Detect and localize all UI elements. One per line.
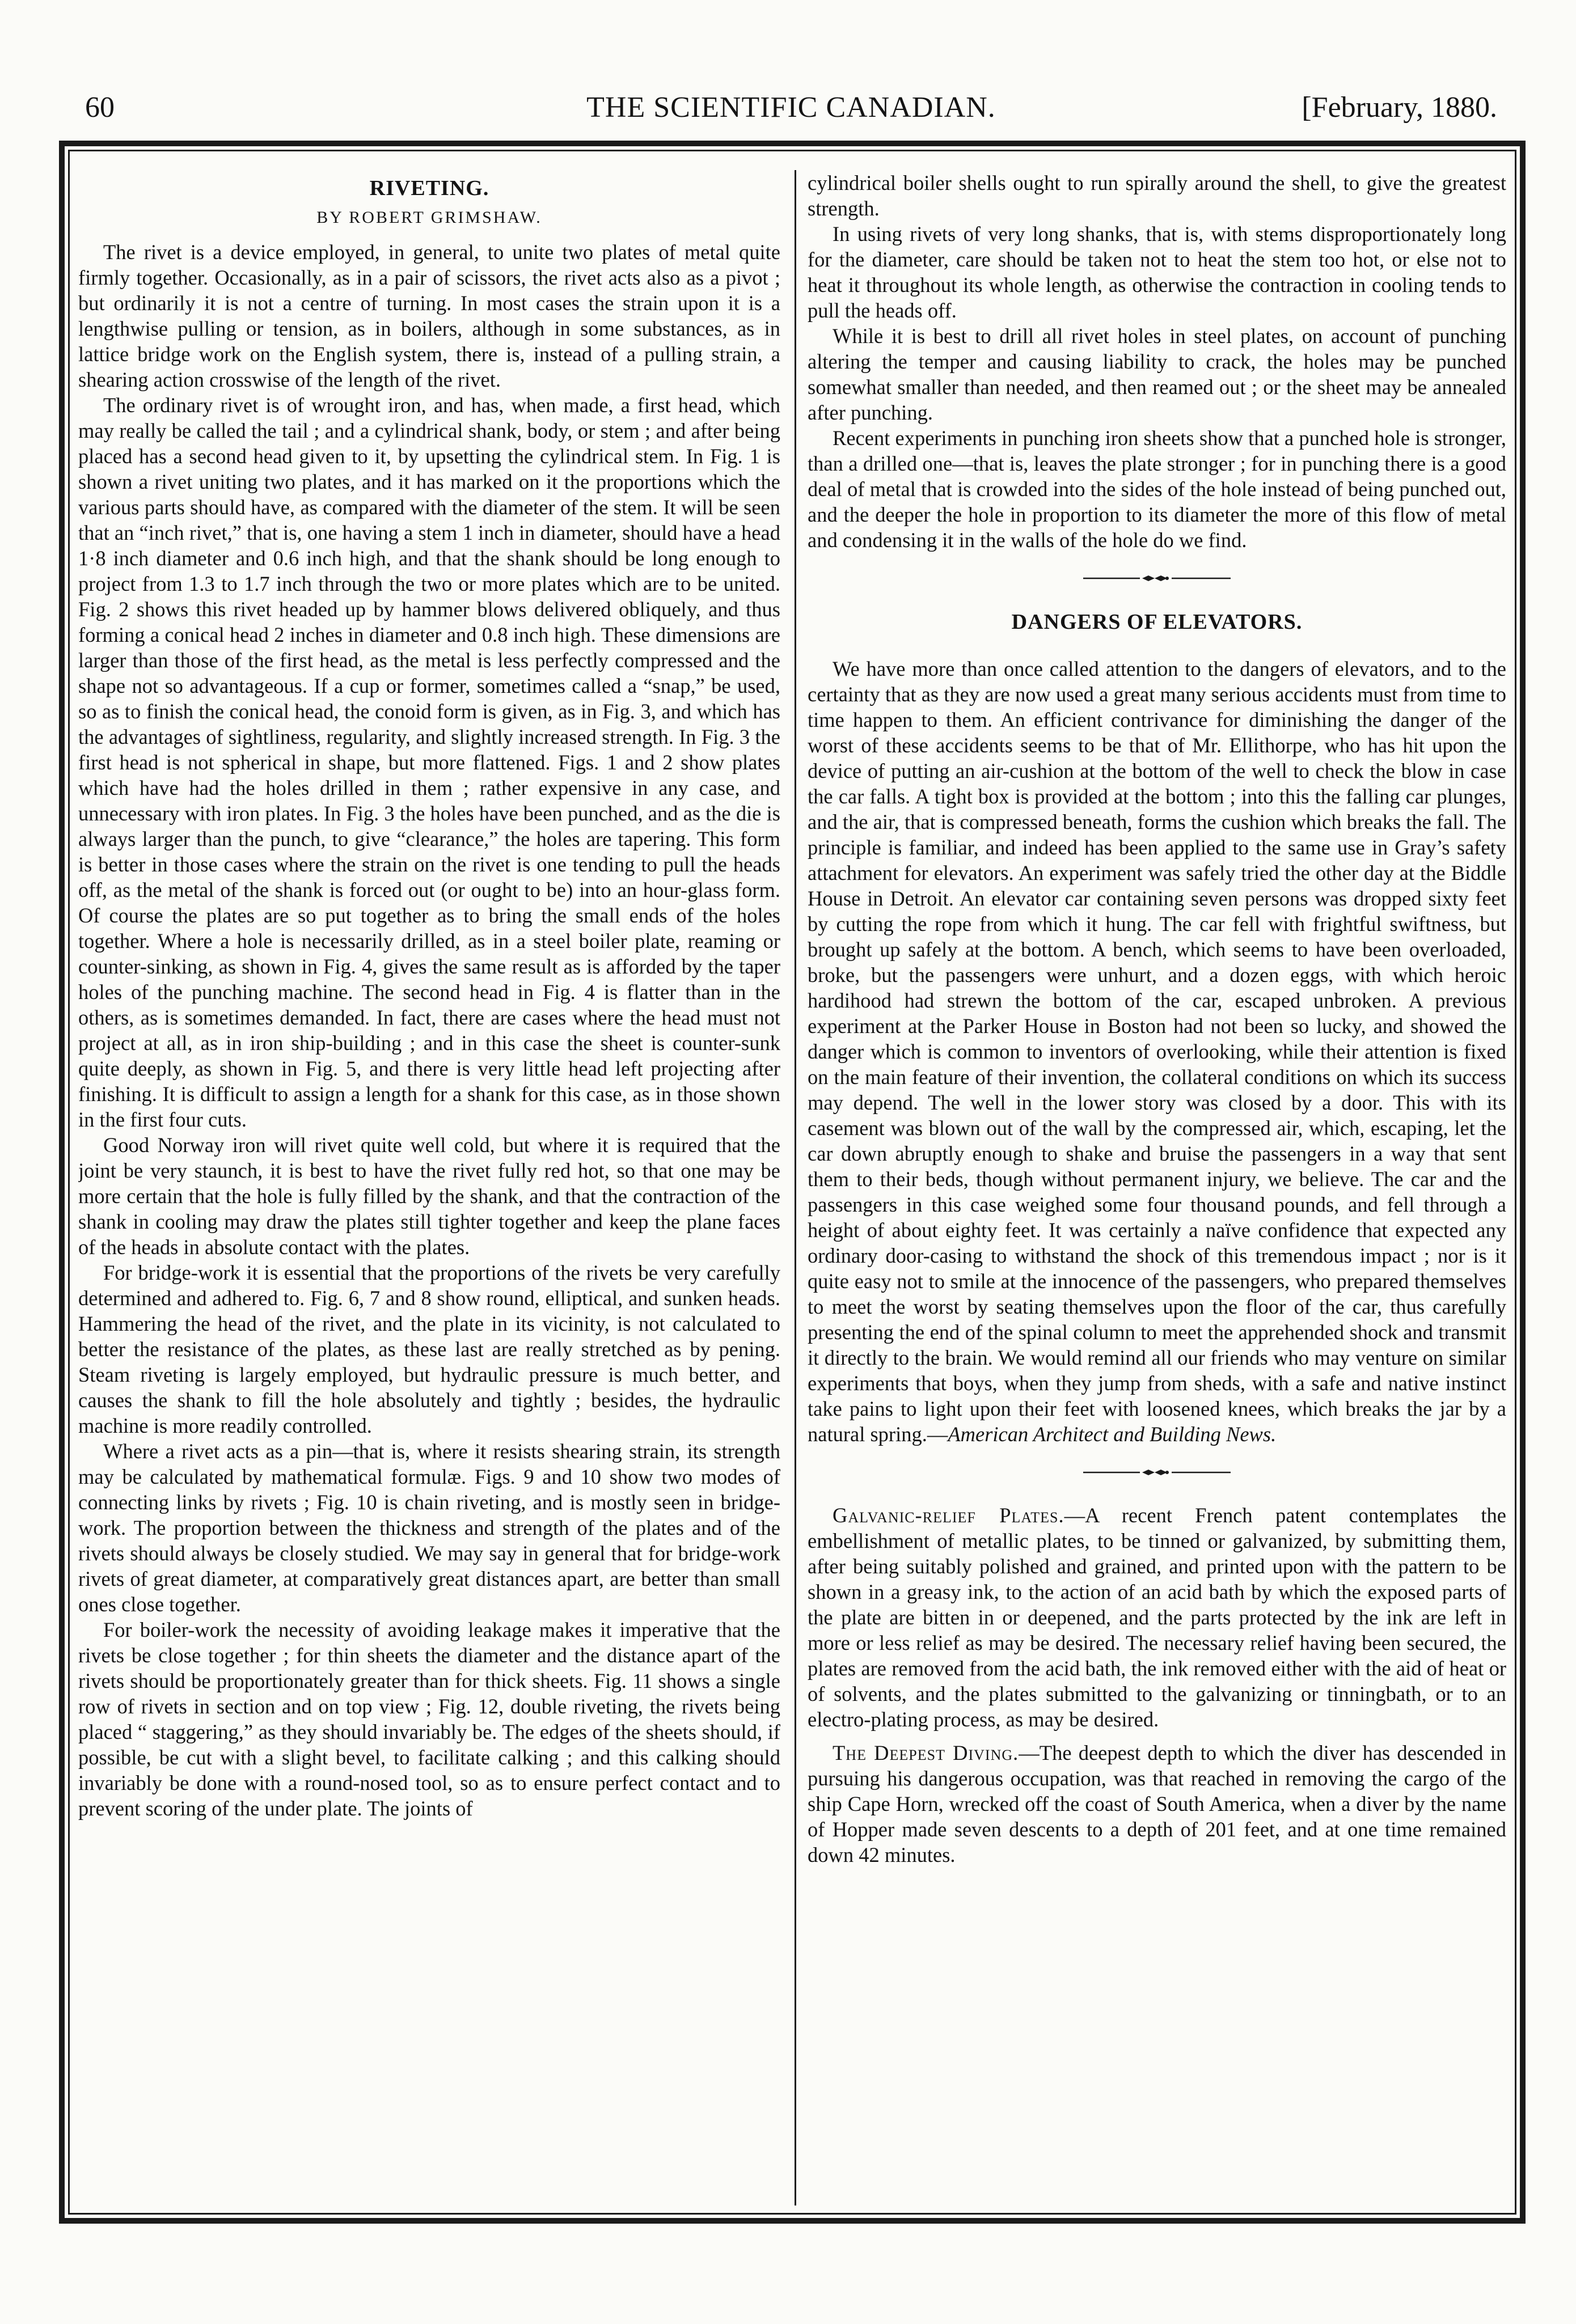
column-divider <box>795 170 796 2206</box>
section-ornament <box>808 1466 1506 1480</box>
elevators-body: We have more than once called attention to the dangers of elevators, and to the certainty that as they are now used a great many serious accidents must from time to time happen to them. An efficient contrivance for diminishing the danger of the worst of these accidents seems to be that of Mr. Ellithorpe, who has hit upon the device of putting an air-cushion at the bottom of the well to check the blow in case the car falls. A tight box is provided at the bottom ; into this the falling car plunges, and the air, that is compressed beneath, forms the cushion which breaks the fall. The principle is familiar, and indeed has been applied to the same use in Gray’s safety attachment for elevators. An experiment was safely tried the other day at the Biddle House in Detroit. An elevator car containing seven persons was dropped sixty feet by cutting the rope from which it hung. The car fell with frightful swiftness, but brought up safely at the bottom. A bench, which seems to have been overloaded, broke, but the passengers were unhurt, and a dozen eggs, with which heroic hardihood had strewn the bottom of the car, escaped unbroken. A previous experiment at the Parker House in Boston had not been so lucky, and showed the danger which is common to inventors of overlooking, while their attention is fixed on the main feature of their invention, the collateral conditions on which its success may depend. The well in the lower story was closed by a door. This with its casement was blown out of the wall by the compressed air, which, escaping, let the car down abruptly enough to shake and bruise the passengers in a way that sent them to their beds, though without permanent injury, we believe. The car and the passengers in this case weighed some four thousand pounds, and fell through a height of about eighty feet. It was certainly a naïve confidence that expected any ordinary door-casing to withstand the shock of this tremendous impact ; nor is it quite easy not to smile at the innocence of the passengers, who prepared themselves to meet the worst by seating themselves upon the floor of the car, thus carefully presenting the end of the spinal column to meet the apprehended shock and transmit it directly to the brain. We would remind all our friends who may venture on similar experiments that boys, when they jump from sheds, with a safe and native instinct take pains to light upon their feet with loosened knees, which breaks the jar by a natural spring.— <box>808 657 1506 1446</box>
diving-paragraph <box>808 1740 1506 1868</box>
galvanic-body: —A recent French patent contemplates the embellishment of metallic plates, to be tinned or galvanized, by submitting them, after being suitably polished and grained, and printed upon with the pattern to be shown in a greasy ink, to the action of an acid bath by which the exposed parts of the plate are bitten in or deepened, and the parts protected by the ink are left in more or less relief as may be desired. The necessary relief having been secured, the plates are removed from the acid bath, the ink removed either with the aid of heat or of solvents, and the plates submitted to the galvanizing or tinningbath, or to an electro-plating process, as may be desired. <box>808 1504 1506 1731</box>
article-title-elevators: DANGERS OF ELEVATORS. <box>1011 610 1303 634</box>
section-ornament <box>808 572 1506 586</box>
riveting-paragraph: For boiler-work the necessity of avoiding leakage makes it imperative that the rivets be close together ; for thin sheets the diameter and the distance apart of the rivets should be proportionately greater than for thick sheets. Fig. 11 shows a single row of rivets in section and on top view ; Fig. 12, double riveting, the rivets being placed “ staggering,” as they should invariably be. The edges of the sheets should, if possible, be cut with a slight bevel, to facilitate calking ; and this calking should invariably be done with a round-nosed tool, so as to ensure perfect contact and to prevent scoring of the under plate. The joints of <box>78 1618 780 1820</box>
elevators-paragraph <box>808 656 1506 1447</box>
galvanic-lead: Galvanic-relief Plates. <box>833 1504 1064 1527</box>
riveting-continued-paragraph: In using rivets of very long shanks, that is, with stems disproportionately long for the diameter, care should be taken not to heat the stem too hot, or else not to heat it throughout its whole length, as otherwise the contraction in cooling tends to pull the heads off. <box>808 222 1506 322</box>
riveting-continued-paragraph: While it is best to drill all rivet holes in steel plates, on account of punching altering the temper and causing liability to crack, the holes may be punched somewhat smaller than needed, and then reamed out ; or the sheet may be annealed after punching. <box>808 324 1506 424</box>
galvanic-paragraph <box>808 1502 1506 1732</box>
riveting-paragraph: The ordinary rivet is of wrought iron, and has, when made, a first head, which may really be called the tail ; and a cylindrical shank, body, or stem ; and after being placed has a second head given to it, by upsetting the cylindrical stem. In Fig. 1 is shown a rivet uniting two plates, and it has marked on it the proportions which the various parts should have, as compared with the diameter of the stem. It will be seen that an “inch rivet,” that is, one having a stem 1 inch in diameter, should have a head 1·8 inch diameter and 0.6 inch high, and that the shank should be long enough to project from 1.3 to 1.7 inch through the two or more plates which are to be united. Fig. 2 shows this rivet headed up by hammer blows delivered obliquely, and thus forming a conical head 2 inches in diameter and 0.8 inch high. These dimensions are larger than those of the first head, as the metal is less perfectly compressed and the shape not so advantageous. If a cup or former, sometimes called a “snap,” be used, so as to finish the conical head, the conoid form is given, as in Fig. 3, and which has the advantages of sightliness, regularity, and slightly increased strength. In Fig. 3 the first head is not spherical in shape, but more flattened. Figs. 1 and 2 show plates which have had the holes drilled in them ; rather expensive in any case, and unnecessary with iron plates. In Fig. 3 the holes have been punched, and as the die is always larger than the punch, to give “clearance,” the holes are tapering. This form is better in those cases where the strain on the rivet is one tending to pull the heads off, as the metal of the shank is forced out (or ought to be) into an hour-glass form. Of course the plates are so put together as to bring the small ends of the holes together. Where a hole is necessarily drilled, as in a steel boiler plate, reaming or counter-sinking, as shown in Fig. 4, gives the same result as is afforded by the taper holes of the punching machine. The second head in Fig. 4 is flatter than in the others, as is sometimes demanded. In fact, there are cases where the head must not project at all, as in iron ship-building ; and in this case the sheet is counter-sunk quite deeply, as shown in Fig. 5, and there is very little head left projecting after finishing. It is difficult to assign a length for a shank for this case, as in those shown in the first four cuts. <box>78 393 780 1131</box>
diving-lead: The Deepest Diving. <box>833 1741 1019 1764</box>
riveting-paragraph: Good Norway iron will rivet quite well cold, but where it is required that the joint be very staunch, it is best to have the rivet fully red hot, so that one may be more certain that the hole is fully filled by the shank, and that the contraction of the shank in cooling may draw the plates still tighter together and keep the plane faces of the heads in absolute contact with the plates. <box>78 1133 780 1259</box>
riveting-paragraph: The rivet is a device employed, in general, to unite two plates of metal quite firmly together. Occasionally, as in a pair of scissors, the rivet acts also as a pivot ; but ordinarily it is not a centre of turning. In most cases the strain upon it is a lengthwise pulling or tension, as in boilers, although in some substances, as in lattice bridge work on the English system, there is, instead of a pulling strain, a shearing action crosswise of the length of the rivet. <box>78 240 780 391</box>
masthead <box>85 85 1497 130</box>
journal-title: THE SCIENTIFIC CANADIAN. <box>586 91 996 124</box>
left-column <box>78 170 780 2211</box>
article-byline: BY ROBERT GRIMSHAW. <box>316 208 542 227</box>
page-number: 60 <box>85 91 115 124</box>
riveting-paragraph: For bridge-work it is essential that the proportions of the rivets be very carefully determined and adhered to. Fig. 6, 7 and 8 show round, elliptical, and sunken heads. Hammering the head of the rivet, and the plate in its vicinity, is not calculated to better the resistance of the plates, as these last are really stretched as by pening. Steam riveting is largely employed, but hydraulic pressure is much better, and causes the shank to fill the hole absolutely and tightly ; besides, the hydraulic machine is more readily controlled. <box>78 1261 780 1437</box>
riveting-paragraph: Where a rivet acts as a pin—that is, where it resists shearing strain, its strength may be calculated by mathematical formulæ. Figs. 9 and 10 show two modes of connecting links by rivets ; Fig. 10 is chain riveting, and is mostly seen in bridge-work. The proportion between the thickness and strength of the plates and of the rivets should always be closely studied. We may say in general that for bridge-work rivets of great diameter, at comparatively great distances apart, are better than small ones close together. <box>78 1440 780 1616</box>
elevators-source: American Architect and Building News. <box>948 1423 1277 1446</box>
article-title-riveting: RIVETING. <box>369 176 489 200</box>
issue-date: [February, 1880. <box>1302 91 1497 124</box>
diving-body: —The deepest depth to which the diver has descended in pursuing his dangerous occupation, was that reached in removing the cargo of the ship Cape Horn, wrecked off the coast of South America, when a diver by the name of Hopper made seven descents to a depth of 201 feet, and at one time remained down 42 minutes. <box>808 1741 1506 1866</box>
right-column <box>808 170 1506 2211</box>
riveting-continued-paragraph: Recent experiments in punching iron sheets show that a punched hole is stronger, than a drilled one—that is, leaves the plate stronger ; for in punching there is a good deal of metal that is crowded into the sides of the hole instead of being punched out, and the deeper the hole in proportion to its diameter the more of this flow of metal and condensing it in the walls of the hole do we find. <box>808 426 1506 552</box>
riveting-continued-paragraph: cylindrical boiler shells ought to run spirally around the shell, to give the greatest strength. <box>808 171 1506 220</box>
